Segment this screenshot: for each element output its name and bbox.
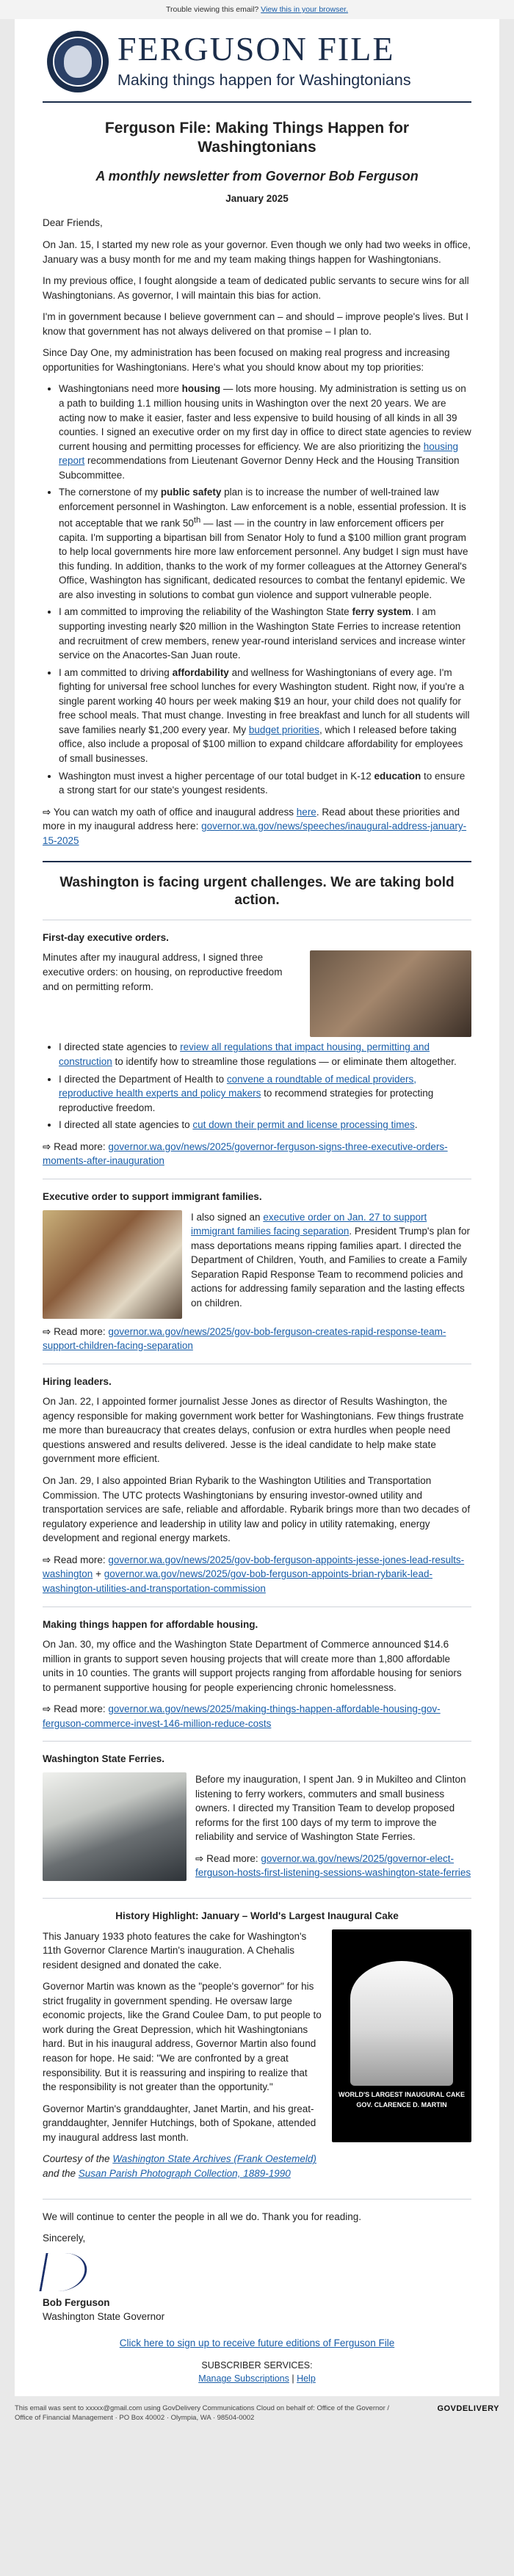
- help-link[interactable]: Help: [297, 2373, 316, 2384]
- housing-read-more: ⇨ Read more: governor.wa.gov/news/2025/making-things-happen-affordable-housing-gov-ferguson-commerce-invest-146-million-reduce-costs: [43, 1703, 441, 1729]
- signer-role: Washington State Governor: [43, 2311, 165, 2323]
- oath-video-link[interactable]: here: [296, 806, 316, 818]
- history-paragraph-2: Governor Martin was known as the "people's governor" for his strict frugality in government spending. He oversaw large economic projects, like the Grand Coulee Dam, to put people to work during the Great Depression, which hit Washingtonians hard. But in his inaugural address, Governor Martin also found reason for hope. He said: "We are confronted by a great responsibility. But it is reassuring and inspiring to realize that the responsibility is not greater than the opportunity.": [43, 1981, 322, 2093]
- immigrant-block: [43, 1210, 471, 1319]
- history-block: [43, 1929, 471, 2188]
- manage-subscriptions-link[interactable]: Manage Subscriptions: [198, 2373, 289, 2384]
- history-heading: History Highlight: January – World's Largest Inaugural Cake: [115, 1910, 399, 1921]
- hiring-read-more: ⇨ Read more: governor.wa.gov/news/2025/gov-bob-ferguson-appoints-jesse-jones-lead-results-washington + governor.wa.gov/news/2025/gov-bob-ferguson-appoints-brian-rybarik-lead-washington-utilities-and-transportation-commission: [43, 1554, 465, 1594]
- ferries-read-more-link[interactable]: governor.wa.gov/news/2025/governor-elect-ferguson-hosts-first-listening-sessions-washington-state-ferries: [195, 1852, 471, 1879]
- arrow-right-icon: ⇨: [43, 1703, 51, 1715]
- signup-link[interactable]: Click here to sign up to receive future editions of Ferguson File: [119, 2337, 395, 2348]
- browser-view-bar: [0, 0, 514, 19]
- first-day-text: Minutes after my inaugural address, I signed three executive orders: on housing, on reproductive freedom and on permitting reform.: [43, 952, 283, 992]
- photo-credit: Courtesy of the Washington State Archives (Frank Oestemeld) and the Susan Parish Photograph Collection, 1889-1990: [43, 2153, 316, 2179]
- arrow-right-icon: ⇨: [195, 1852, 204, 1864]
- priority-affordability: • I am committed to driving affordability and wellness for Washingtonians of every age. I'm fighting for universal free school lunches for every Washington student. Right now, if you're a single parent working 40 hours per week making $19 an hour, your child does not qualify for free school meals. That must change. Investing in free breakfast and lunch for all students will save families nearly $1,200 every year. My budget priorities, which I released before taking office, also include a proposal of $100 million to expand childcare affordability for employees of small businesses.: [59, 666, 471, 766]
- history-paragraph-1: This January 1933 photo features the cake for Washington's 11th Governor Clarence Martin's inauguration. A Chehalis resident designed and donated the cake.: [43, 1930, 307, 1971]
- ferries-text: Before my inauguration, I spent Jan. 9 in Mukilteo and Clinton listening to ferry workers, commuters and small business owners. I directed my Transition Team to develop proposed reforms for the first 100 days of my term to improve the reliability and service of Washington State Ferries.: [195, 1774, 466, 1843]
- cake-icon: [350, 1961, 453, 2086]
- cake-caption: WORLD'S LARGEST INAUGURAL CAKE GOV. CLARENCE D. MARTIN: [339, 2091, 465, 2109]
- intro-paragraph-1: On Jan. 15, I started my new role as your governor. Even though we only had two weeks in office, January was a busy month for me and my team making things happen for Washingtonians.: [43, 239, 471, 265]
- intro-paragraph-3: I'm in government because I believe government can – and should – improve people's lives. But I know that government has not always delivered on that promise – I plan to.: [43, 311, 468, 337]
- permit-times-link[interactable]: cut down their permit and license processing times: [192, 1119, 415, 1131]
- arrow-right-icon: ⇨: [43, 1554, 51, 1565]
- jones-read-more-link[interactable]: governor.wa.gov/news/2025/gov-bob-ferguson-appoints-jesse-jones-lead-results-washington: [43, 1554, 465, 1580]
- inaugural-cake-photo: [332, 1929, 471, 2142]
- review-regulations-link[interactable]: review all regulations that impact housing, permitting and construction: [59, 1041, 430, 1067]
- first-day-item-health: • I directed the Department of Health to convene a roundtable of medical providers, reproductive health experts and policy makers to recommend strategies for protecting reproductive freedom.: [59, 1072, 471, 1116]
- priorities-list: [43, 382, 471, 797]
- priority-ferries: • I am committed to improving the reliability of the Washington State ferry system. I am supporting investing nearly $20 million in the Washington State Ferries to increase retention and recruitment of crew members, renew year-round interisland services and increase winter service on the Anacortes-San Juan route.: [59, 605, 471, 662]
- first-day-item-housing: • I directed state agencies to review all regulations that impact housing, permitting and construction to identify how to streamline those regulations — or eliminate them altogether.: [59, 1040, 471, 1069]
- first-day-item-permits: • I directed all state agencies to cut down their permit and license processing times.: [59, 1118, 471, 1132]
- inaugural-address-link[interactable]: governor.wa.gov/news/speeches/inaugural-address-january-15-2025: [43, 821, 467, 846]
- immigrant-order-link[interactable]: executive order on Jan. 27 to support immigrant families facing separation: [191, 1211, 427, 1237]
- ferries-block: [43, 1772, 471, 1888]
- issue-date: January 2025: [225, 192, 289, 204]
- hiring-paragraph-2: On Jan. 29, I also appointed Brian Rybarik to the Washington Utilities and Transportation Commission. The UTC protects Washingtonians by ensuring investor-owned utility and transportation services are safe, reliable and affordable. Rybarik brings more than two decades of regulatory experience and leadership in utility law and policy in utility ratemaking, energy development and regional energy markets.: [43, 1475, 471, 1544]
- hiring-paragraph-1: On Jan. 22, I appointed former journalist Jesse Jones as director of Results Washington, the agency responsible for making government work better for Washingtonians. Few things frustrate me more than bureaucracy that creates delays, confusion or extra hurdles when people need questions answered and results delivered. Jesse is the ideal candidate to help make state government more efficient.: [43, 1396, 464, 1465]
- first-day-read-more-link[interactable]: governor.wa.gov/news/2025/governor-ferguson-signs-three-executive-orders-moments-after-inauguration: [43, 1140, 448, 1167]
- immigrant-rally-photo: [43, 1210, 182, 1319]
- rybarik-read-more-link[interactable]: governor.wa.gov/news/2025/gov-bob-ferguson-appoints-brian-rybarik-lead-washington-utilities-and-transportation-commission: [43, 1568, 432, 1594]
- brand-subtitle: Making things happen for Washingtonians: [117, 70, 411, 89]
- roundtable-link[interactable]: convene a roundtable of medical providers, reproductive health experts and policy makers: [59, 1073, 417, 1099]
- priority-public-safety: • The cornerstone of my public safety plan is to increase the number of well-trained law enforcement personnel in Washington. Law enforcement is a noble, essential profession. It is not acceptable that we rank 50th — last — in the country in law enforcement officers per capita. I'm supporting a bipartisan bill from Senator Holy to fund a $100 million grant program to help local governments hire more law enforcement personnel. Any budget I sign must have this funding. In addition, thanks to the work of my former colleagues at the Attorney General's Office, Washington has significant, dedicated resources to combat the fentanyl epidemic. We are also investing in solutions to combat gun violence and support vulnerable people.: [59, 485, 471, 602]
- greeting: Dear Friends,: [43, 217, 103, 229]
- immigrant-text: I also signed an executive order on Jan. 27 to support immigrant families facing separation. President Trump's plan for mass deportations means ripping families apart. I directed the Department of Children, Youth, and Families to create a Family Separation Rapid Response Team to recommend policies and actions for addressing family separation and the lasting effects on children.: [191, 1211, 470, 1309]
- oath-paragraph: ⇨ You can watch my oath of office and inaugural address here. Read about these priorities and more in my inaugural address here: governor.wa.gov/news/speeches/inaugural-address-january-15-2025: [43, 806, 467, 846]
- sincerely: Sincerely,: [43, 2233, 86, 2244]
- housing-title: Making things happen for affordable housing.: [43, 1618, 258, 1630]
- first-day-title: First-day executive orders.: [43, 931, 169, 943]
- history-paragraph-3: Governor Martin's granddaughter, Janet Martin, and his great-granddaughter, Jennifer Hutchings, both of Spokane, attended my inaugural address last month.: [43, 2103, 316, 2143]
- immigrant-read-more: ⇨ Read more: governor.wa.gov/news/2025/gov-bob-ferguson-creates-rapid-response-team-support-children-facing-separation: [43, 1325, 446, 1352]
- first-day-block: [43, 950, 471, 1037]
- divider: [43, 861, 471, 862]
- parish-collection-link[interactable]: Susan Parish Photograph Collection, 1889-1990: [78, 2167, 291, 2179]
- newsletter-title: Ferguson File: Making Things Happen for Washingtonians: [104, 120, 410, 156]
- housing-text: On Jan. 30, my office and the Washington State Department of Commerce announced $14.6 million in grants to support seven housing projects that will create more than 1,800 affordable units in 10 counties. The grants will support projects ranging from affordable housing for seniors to permanent supportive housing for people experiencing chronic homelessness.: [43, 1639, 462, 1693]
- budget-priorities-link[interactable]: budget priorities: [248, 724, 319, 735]
- state-archives-link[interactable]: Washington State Archives (Frank Oestemeld): [112, 2153, 316, 2165]
- govdelivery-logo: GOVDELIVERY: [437, 2404, 499, 2413]
- priority-housing: • Washingtonians need more housing — lots more housing. My administration is setting us on a path to building 1.1 million housing units in Washington over the next 20 years. We are acting now to make it easier, faster and less expensive to build housing of all kinds in all 39 counties. I signed an executive order on my first day in office to direct state agencies to review current housing and permitting processes for efficiency. We are also prioritizing the housing report recommendations from Lieutenant Governor Denny Heck and the Housing Transition Subcommittee.: [59, 382, 471, 482]
- divider: [43, 2199, 471, 2200]
- subscriber-services: SUBSCRIBER SERVICES: Manage Subscriptions | Help: [43, 2359, 471, 2385]
- closing-paragraph: We will continue to center the people in all we do. Thank you for reading.: [43, 2211, 362, 2222]
- immigrant-read-more-link[interactable]: governor.wa.gov/news/2025/gov-bob-ferguson-creates-rapid-response-team-support-children-facing-separation: [43, 1325, 446, 1352]
- newsletter-subtitle: A monthly newsletter from Governor Bob Ferguson: [95, 168, 419, 183]
- arrow-right-icon: ⇨: [43, 1140, 51, 1152]
- signup-paragraph: [43, 2336, 471, 2351]
- ferries-read-more: ⇨ Read more: governor.wa.gov/news/2025/governor-elect-ferguson-hosts-first-listening-sessions-washington-state-ferries: [195, 1852, 471, 1879]
- signature-icon: [39, 2253, 90, 2291]
- ferries-title: Washington State Ferries.: [43, 1753, 165, 1765]
- signer-name: Bob Ferguson: [43, 2296, 110, 2308]
- intro-paragraph-4: Since Day One, my administration has been focused on making real progress and increasing opportunities for Washingtonians. Here's what you should know about my top priorities:: [43, 347, 450, 373]
- governor-signing-photo: [310, 950, 471, 1037]
- state-seal-icon: [47, 31, 109, 92]
- view-in-browser-link[interactable]: View this in your browser.: [261, 5, 349, 14]
- housing-read-more-link[interactable]: governor.wa.gov/news/2025/making-things-happen-affordable-housing-gov-ferguson-commerce-invest-146-million-reduce-costs: [43, 1703, 441, 1729]
- challenges-heading: Washington is facing urgent challenges. We are taking bold action.: [59, 875, 455, 909]
- housing-report-link[interactable]: housing report: [59, 440, 459, 467]
- immigrant-title: Executive order to support immigrant families.: [43, 1190, 262, 1202]
- divider: [43, 1741, 471, 1742]
- divider: [43, 1898, 471, 1899]
- footer-fineprint: [15, 2396, 499, 2439]
- subscriber-label: SUBSCRIBER SERVICES:: [201, 2360, 313, 2371]
- first-day-read-more: ⇨ Read more: governor.wa.gov/news/2025/governor-ferguson-signs-three-executive-orders-moments-after-inauguration: [43, 1140, 448, 1167]
- arrow-right-icon: ⇨: [43, 806, 51, 818]
- arrow-right-icon: ⇨: [43, 1325, 51, 1337]
- ferry-listening-photo: [43, 1772, 187, 1881]
- first-day-list: [43, 1040, 471, 1132]
- hiring-title: Hiring leaders.: [43, 1375, 112, 1387]
- brand-title: FERGUSON FILE: [117, 29, 395, 68]
- trouble-text: Trouble viewing this email?: [165, 5, 261, 14]
- newsletter-card: [15, 19, 499, 2395]
- masthead: [43, 19, 471, 103]
- fineprint-text: This email was sent to xxxxx@gmail.com using GovDelivery Communications Cloud on behalf of: Office of the Governor / Office of Financial Management · PO Box 40002 · Olympia, WA · 98504-0002: [15, 2404, 390, 2423]
- priority-education: • Washington must invest a higher percentage of our total budget in K-12 education to ensure a strong start for our state's youngest residents.: [59, 769, 471, 798]
- intro-paragraph-2: In my previous office, I fought alongside a team of dedicated public servants to secure wins for all Washingtonians. As governor, I will maintain this bias for action.: [43, 275, 469, 301]
